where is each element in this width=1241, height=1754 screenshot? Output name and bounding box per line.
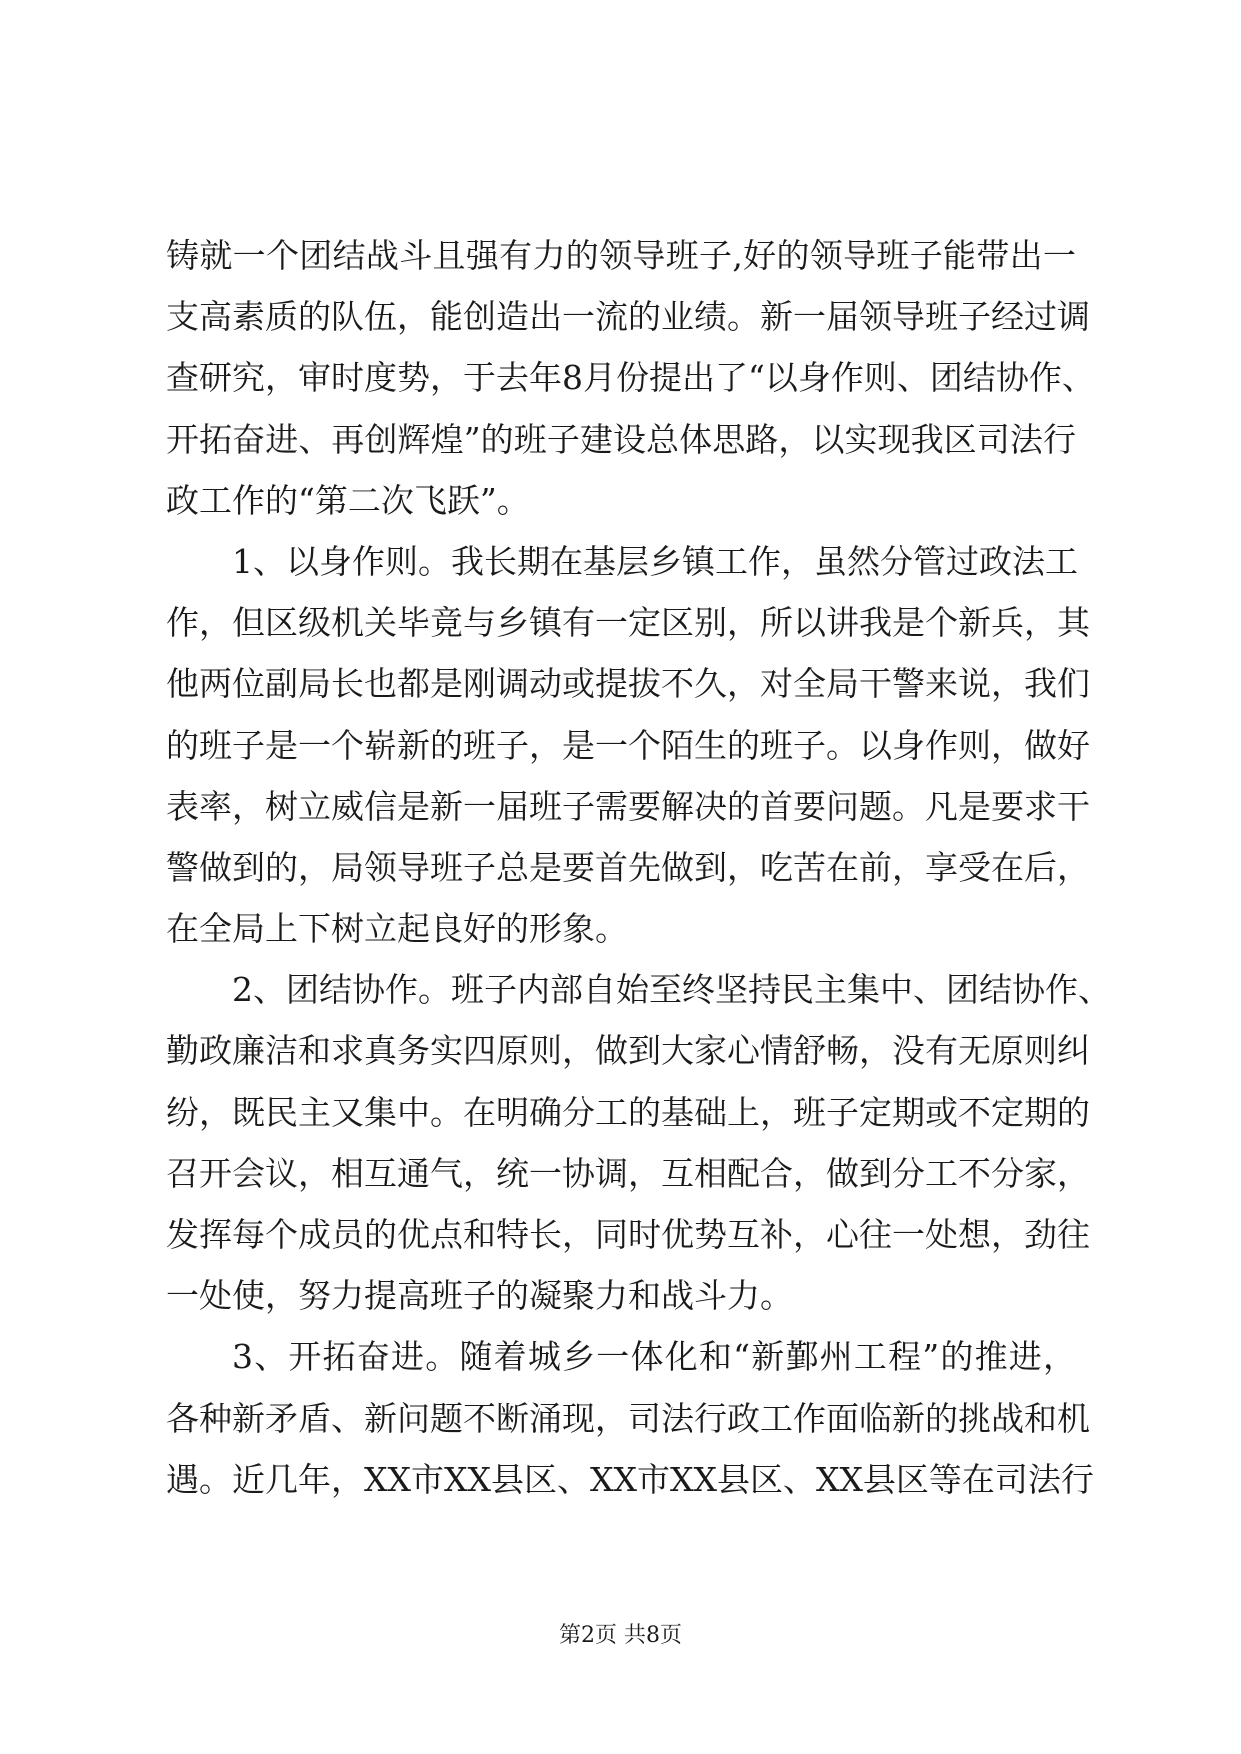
text-line: 纷，既民主又集中。在明确分工的基础上，班子定期或不定期的 — [166, 1092, 1090, 1132]
text-line: 查研究，审时度势，于去年8月份提出了“以身作则、团结协作、 — [166, 358, 1095, 398]
text-line: 勤政廉洁和求真务实四原则，做到大家心情舒畅，没有无原则纠 — [166, 1031, 1090, 1071]
text-line: 召开会议，相互通气，统一协调，互相配合，做到分工不分家， — [166, 1153, 1090, 1193]
page-footer: 第2页 共8页 — [559, 1623, 682, 1648]
text-line: 政工作的“第二次飞跃”。 — [166, 480, 530, 520]
paragraph — [166, 1326, 1094, 1510]
text-line: 铸就一个团结战斗且强有力的领导班子,好的领导班子能带出一 — [166, 236, 1076, 275]
text-line: 发挥每个成员的优点和特长，同时优势互补，心往一处想，劲往 — [166, 1215, 1090, 1254]
text-line: 一处使，努力提高班子的凝聚力和战斗力。 — [166, 1276, 793, 1316]
document-body — [166, 225, 1111, 1510]
text-line: 警做到的，局领导班子总是要首先做到，吃苦在前，享受在后， — [166, 847, 1090, 887]
paragraph — [166, 225, 1095, 531]
text-line: 的班子是一个崭新的班子，是一个陌生的班子。以身作则，做好 — [166, 725, 1090, 765]
text-line: 在全局上下树立起良好的形象。 — [166, 909, 628, 949]
text-line: 遇。近几年，XX市XX县区、XX市XX县区、XX县区等在司法行 — [166, 1459, 1094, 1499]
text-line: 开拓奋进、再创辉煌”的班子建设总体思路，以实现我区司法行 — [166, 419, 1076, 459]
text-line: 他两位副局长也都是刚调动或提拔不久，对全局干警来说，我们 — [166, 664, 1090, 704]
text-line: 1、以身作则。我长期在基层乡镇工作，虽然分管过政法工 — [232, 541, 1078, 581]
text-line: 各种新矛盾、新问题不断涌现，司法行政工作面临新的挑战和机 — [166, 1398, 1090, 1438]
text-line: 作，但区级机关毕竟与乡镇有一定区别，所以讲我是个新兵，其 — [166, 603, 1090, 643]
paragraph — [166, 531, 1090, 959]
paragraph — [166, 959, 1111, 1326]
text-line: 2、团结协作。班子内部自始至终坚持民主集中、团结协作、 — [232, 970, 1111, 1010]
text-line: 支高素质的队伍，能创造出一流的业绩。新一届领导班子经过调 — [166, 297, 1090, 337]
text-line: 表率，树立威信是新一届班子需要解决的首要问题。凡是要求干 — [166, 786, 1090, 826]
text-line: 3、开拓奋进。随着城乡一体化和“新鄞州工程”的推进， — [232, 1337, 1076, 1377]
